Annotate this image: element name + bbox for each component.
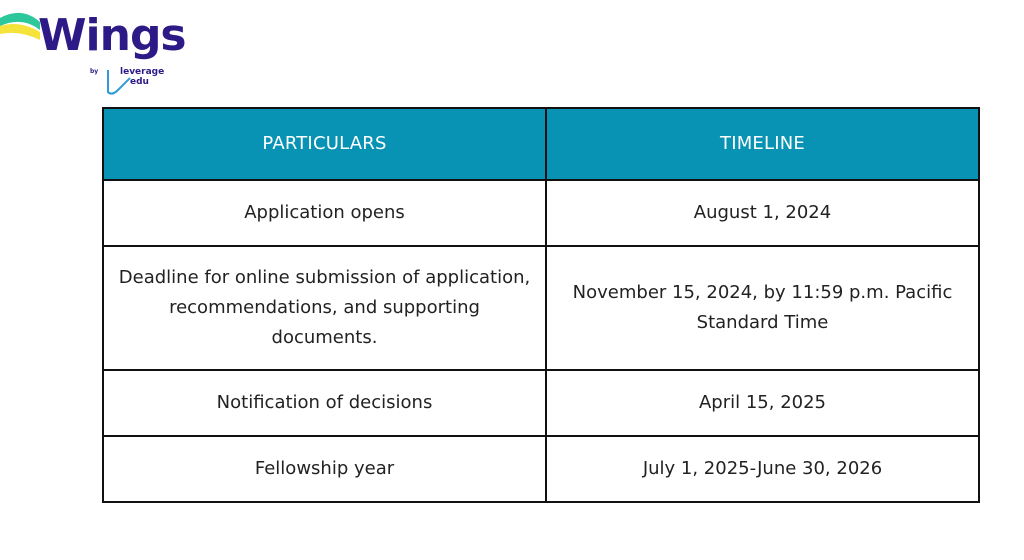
logo-by-text: by [90,68,99,75]
particular-cell: Deadline for online submission of application, recommendations, and supporting documents. [103,246,546,370]
logo-brand-line2: edu [130,77,149,87]
table-row [103,180,979,246]
header-particulars: PARTICULARS [103,108,546,180]
wings-logo [0,0,200,105]
logo-wordmark: Wings [38,10,186,61]
logo-brand [120,67,164,87]
logo-brand-line1: leverage [120,67,165,77]
table-row [103,370,979,436]
timeline-cell: July 1, 2025-June 30, 2026 [546,436,979,502]
particular-cell: Application opens [103,180,546,246]
particular-cell: Fellowship year [103,436,546,502]
timeline-cell: April 15, 2025 [546,370,979,436]
timeline-cell: November 15, 2024, by 11:59 p.m. Pacific Standard Time [546,246,979,370]
table-row [103,436,979,502]
table-header-row [103,108,979,180]
timeline-table [102,107,980,503]
timeline-cell: August 1, 2024 [546,180,979,246]
header-timeline: TIMELINE [546,108,979,180]
particular-cell: Notification of decisions [103,370,546,436]
table-row [103,246,979,370]
